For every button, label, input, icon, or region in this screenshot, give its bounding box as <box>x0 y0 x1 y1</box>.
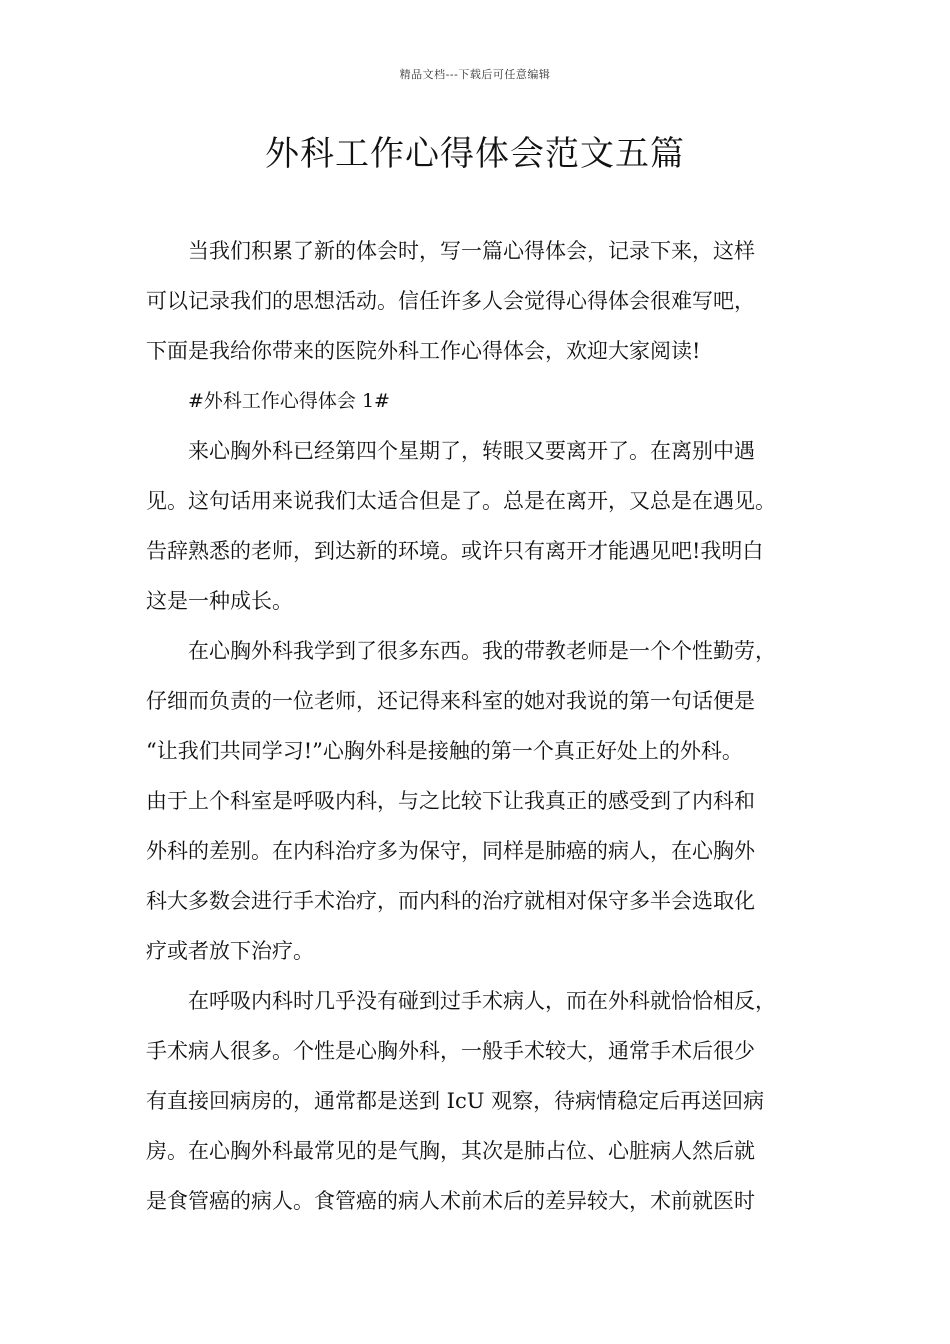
paragraph-line: 科大多数会进行手术治疗，而内科的治疗就相对保守多半会选取化 <box>146 889 755 913</box>
paragraph-line: “让我们共同学习!”心胸外科是接触的第一个真正好处上的外科。 <box>146 739 743 763</box>
paragraph-line: 可以记录我们的思想活动。信任许多人会觉得心得体会很难写吧， <box>146 289 755 313</box>
paragraph-line: 当我们积累了新的体会时，写一篇心得体会，记录下来，这样 <box>188 239 755 263</box>
paragraph-line: 这是一种成长。 <box>146 589 293 613</box>
paragraph-line: 由于上个科室是呼吸内科，与之比较下让我真正的感受到了内科和 <box>146 789 755 813</box>
paragraph-line: 仔细而负责的一位老师，还记得来科室的她对我说的第一句话便是 <box>146 689 755 713</box>
section-heading: #外科工作心得体会 1# <box>188 390 390 412</box>
paragraph-line: 外科的差别。在内科治疗多为保守，同样是肺癌的病人，在心胸外 <box>146 839 755 863</box>
paragraph-line: 下面是我给你带来的医院外科工作心得体会，欢迎大家阅读! <box>146 339 701 363</box>
paragraph-intro <box>146 226 826 376</box>
document-body <box>146 226 826 1226</box>
paragraph-line: 有直接回病房的，通常都是送到 IcU 观察，待病情稳定后再送回病 <box>146 1089 765 1113</box>
paragraph <box>146 426 826 626</box>
document-title: 外科工作心得体会范文五篇 <box>265 134 685 174</box>
paragraph-line: 房。在心胸外科最常见的是气胸，其次是肺占位、心脏病人然后就 <box>146 1139 755 1163</box>
paragraph-line: 来心胸外科已经第四个星期了，转眼又要离开了。在离别中遇 <box>188 439 755 463</box>
paragraph <box>146 626 826 976</box>
paragraph-line: 疗或者放下治疗。 <box>146 939 314 963</box>
paragraph-line: 在心胸外科我学到了很多东西。我的带教老师是一个个性勤劳， <box>188 639 776 663</box>
paragraph <box>146 976 826 1226</box>
paragraph-line: 手术病人很多。个性是心胸外科，一般手术较大，通常手术后很少 <box>146 1039 755 1063</box>
paragraph-line: 是食管癌的病人。食管癌的病人术前术后的差异较大，术前就医时 <box>146 1189 755 1213</box>
header-note: 精品文档---下载后可任意编辑 <box>399 68 551 81</box>
paragraph-line: 见。这句话用来说我们太适合但是了。总是在离开，又总是在遇见。 <box>146 489 776 513</box>
paragraph-line: 在呼吸内科时几乎没有碰到过手术病人，而在外科就恰恰相反， <box>188 989 776 1013</box>
paragraph-line: 告辞熟悉的老师，到达新的环境。或许只有离开才能遇见吧!我明白 <box>146 539 764 563</box>
